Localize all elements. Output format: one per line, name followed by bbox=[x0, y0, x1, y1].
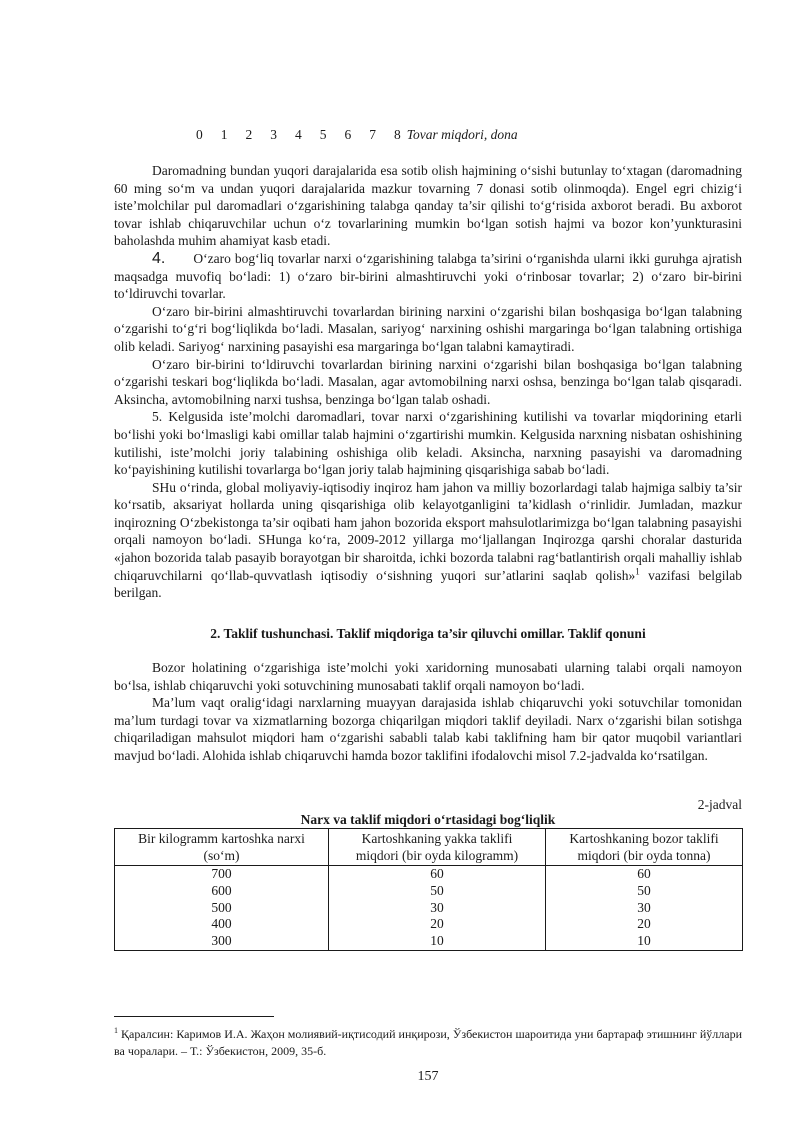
column-header bbox=[329, 829, 546, 866]
footnote bbox=[114, 1022, 742, 1060]
axis-tick: 3 bbox=[270, 127, 277, 142]
axis-tick: 0 bbox=[196, 127, 203, 142]
header-line: Kartoshkaning bozor taklifi bbox=[569, 831, 719, 846]
header-line: miqdori (bir oyda kilogramm) bbox=[355, 848, 519, 863]
paragraph-text: vazifasi belgilab berilgan. bbox=[114, 567, 742, 601]
header-line: Bir kilogramm kartoshka narxi bbox=[138, 831, 305, 846]
axis-tick: 6 bbox=[344, 127, 352, 142]
table-cell: 20 bbox=[329, 916, 546, 933]
footnote-divider bbox=[114, 1016, 274, 1017]
table-title: Narx va taklif miqdori o‘rtasidagi bog‘liqlik bbox=[300, 812, 556, 827]
table-cell: 10 bbox=[546, 933, 743, 950]
paragraph bbox=[114, 250, 742, 303]
table-cell: 20 bbox=[546, 916, 743, 933]
table-cell: 60 bbox=[329, 866, 546, 883]
body-text-upper bbox=[114, 162, 742, 602]
axis-tick: 5 bbox=[319, 127, 327, 142]
table-label: 2-jadval bbox=[697, 797, 742, 812]
table-row bbox=[115, 900, 743, 917]
table-row bbox=[115, 933, 743, 950]
paragraph: Daromadning bundan yuqori darajalarida esa sotib olish hajmining o‘sishi butunlay to‘xtagan (daromadning 60 ming so‘m va undan yuqori darajalarida mazkur tovarning 7 donasi sotib olinmoqda). Engel egri chizig‘i iste’molchilar pul daromadlari o‘zgarishining talabga qanday ta’sir qilishi to‘g‘risida axborot beradi. Bu axborot tovar ishlab chiqaruvchilar uchun o‘z tovarlarining mumkin bo‘lgan sotish hajmi va bozor kon’yunkturasini baholashda muhim ahamiyat kasb etadi. bbox=[114, 163, 742, 249]
table-cell: 700 bbox=[115, 866, 329, 883]
axis-tick: 7 bbox=[369, 127, 376, 142]
supply-table bbox=[114, 828, 743, 951]
header-line: (so‘m) bbox=[203, 848, 240, 863]
header-line: miqdori (bir oyda tonna) bbox=[577, 848, 711, 863]
table-cell: 600 bbox=[115, 883, 329, 900]
paragraph: O‘zaro bir-birini to‘ldiruvchi tovarlardan birining narxini o‘zgarishi bilan boshqasiga bo‘lgan talabning o‘zgarishi teskari bog‘liqlikda bo‘ladi. Masalan, agar avtomobilning narxi oshsa, benzinga bo‘lgan talab qisqaradi. Aksincha, avtomobilning narxi tushsa, benzinga bo‘lgan talab oshadi. bbox=[114, 356, 742, 407]
section-heading: 2. Taklif tushunchasi. Taklif miqdoriga ta’sir qiluvchi omillar. Taklif qonuni bbox=[210, 626, 646, 641]
table-cell: 50 bbox=[546, 883, 743, 900]
table-cell: 300 bbox=[115, 933, 329, 950]
axis-label: Tovar miqdori, dona bbox=[406, 127, 518, 142]
table-cell: 50 bbox=[329, 883, 546, 900]
table-cell: 60 bbox=[546, 866, 743, 883]
header-line: Kartoshkaning yakka taklifi bbox=[361, 831, 513, 846]
paragraph: O‘zaro bir-birini almashtiruvchi tovarlardan birining narxini o‘zgarishi bilan boshqasiga bo‘lgan talabning o‘zgarishi to‘g‘ri bog‘liqlikda bo‘ladi. Masalan, sariyog‘ narxining oshishi margaringa bo‘lgan talabning ortishiga olib keladi. Sariyog‘ narxining pasayishi esa margaringa bo‘lgan talabni kamaytiradi. bbox=[114, 303, 742, 354]
axis-tick: 2 bbox=[245, 127, 253, 142]
paragraph: Ma’lum vaqt oralig‘idagi narxlarning muayyan darajasida ishlab chiqaruvchi yoki sotuvchilar tomonidan ma’lum turdagi tovar va xizmatlarning bozorga chiqarilgan miqdori taklif deyiladi. Narx o‘zgarishi bilan sotishga chiqariladigan mahsulot miqdori ham o‘zgarishi sababli talab kabi taklifning ham bir qator muqobil variantlari mavjud bo‘ladi. Alohida ishlab chiqaruvchi hamda bozor taklifini ifodalovchi misol 7.2-jadvalda ko‘rsatilgan. bbox=[114, 695, 742, 763]
page-number: 157 bbox=[417, 1069, 439, 1084]
body-text-lower bbox=[114, 659, 742, 765]
paragraph: 5. Kelgusida iste’molchi daromadlari, tovar narxi o‘zgarishining kutilishi va tovarlar miqdorining etarli bo‘lishi yoki bo‘lmasligi kabi omillar talab hajmini o‘zgartirishi mumkin. Kelgusida narxning nisbatan oshishining kutilishi, iste’molchi joriy talabining oshishiga olib keladi. Aksincha, narxning pasayishi va daromadning ko‘payishining kutilishi tovarlarga bo‘lgan joriy talab hajmining qisqarishiga sabab bo‘ladi. bbox=[114, 409, 742, 478]
table-cell: 500 bbox=[115, 900, 329, 917]
footnote-text: Қаралсин: Каримов И.А. Жаҳон молиявий-иқтисодий инқирози, Ўзбекистон шароитида уни бартараф этишнинг йўллари ва чоралари. – Т.: Ўзбекистон, 2009, 35-б. bbox=[114, 1027, 742, 1058]
table-cell: 10 bbox=[329, 933, 546, 950]
table-cell: 30 bbox=[329, 900, 546, 917]
chart-x-axis-residue bbox=[196, 127, 518, 143]
list-number: 4. bbox=[152, 249, 166, 267]
axis-tick: 1 bbox=[220, 127, 228, 142]
table-row bbox=[115, 883, 743, 900]
footnote-ref: 1 bbox=[635, 566, 640, 577]
axis-tick: 8 bbox=[394, 127, 401, 142]
table-row bbox=[115, 916, 743, 933]
column-header bbox=[546, 829, 743, 866]
table-row bbox=[115, 866, 743, 883]
axis-tick: 4 bbox=[295, 127, 302, 142]
paragraph: Bozor holatining o‘zgarishiga iste’molchi yoki xaridorning munosabati ularning talabi orqali namoyon bo‘lsa, ishlab chiqaruvchi yoki sotuvchining munosabati taklif orqali namoyon bo‘ladi. bbox=[114, 660, 742, 693]
paragraph-text: SHu o‘rinda, global moliyaviy-iqtisodiy inqiroz ham jahon va milliy bozorlardagi talab hajmiga salbiy ta’sir ko‘rsatib, aksariyat hollarda uning qisqarishiga olib kelayotganligini ta’kidlash o‘rinlidir. Jumladan, mazkur inqirozning O‘zbekistonga ta’sir oqibati ham jahon bozorida eksport mahsulotlarimizga bo‘lgan talabning pasayishi orqali namoyon bo‘ladi. SHunga ko‘ra, 2009-2012 yillarga mo‘ljallangan Inqirozga qarshi choralar dasturida «jahon bozorida talab pasayib borayotgan bir sharoitda, ichki bozorda talabni rag‘batlantirish orqali mahalliy ishlab chiqaruvchilarni qo‘llab-quvvatlash iqtisodiy o‘sishning yuqori sur’atlarini saqlab qolish» bbox=[114, 479, 742, 583]
table-cell: 30 bbox=[546, 900, 743, 917]
column-header bbox=[115, 829, 329, 866]
table-header-row bbox=[115, 829, 743, 866]
paragraph-text: O‘zaro bog‘liq tovarlar narxi o‘zgarishining talabga ta’sirini o‘rganishda ularni ikki guruhga ajratish maqsadga muvofiq bo‘ladi: 1) o‘zaro bir-birini almashtiruvchi yoki o‘rinbosar tovarlar; 2) o‘zaro bir-birini to‘ldiruvchi tovarlar. bbox=[114, 250, 742, 302]
paragraph bbox=[114, 479, 742, 602]
table-cell: 400 bbox=[115, 916, 329, 933]
footnote-mark: 1 bbox=[114, 1026, 118, 1035]
